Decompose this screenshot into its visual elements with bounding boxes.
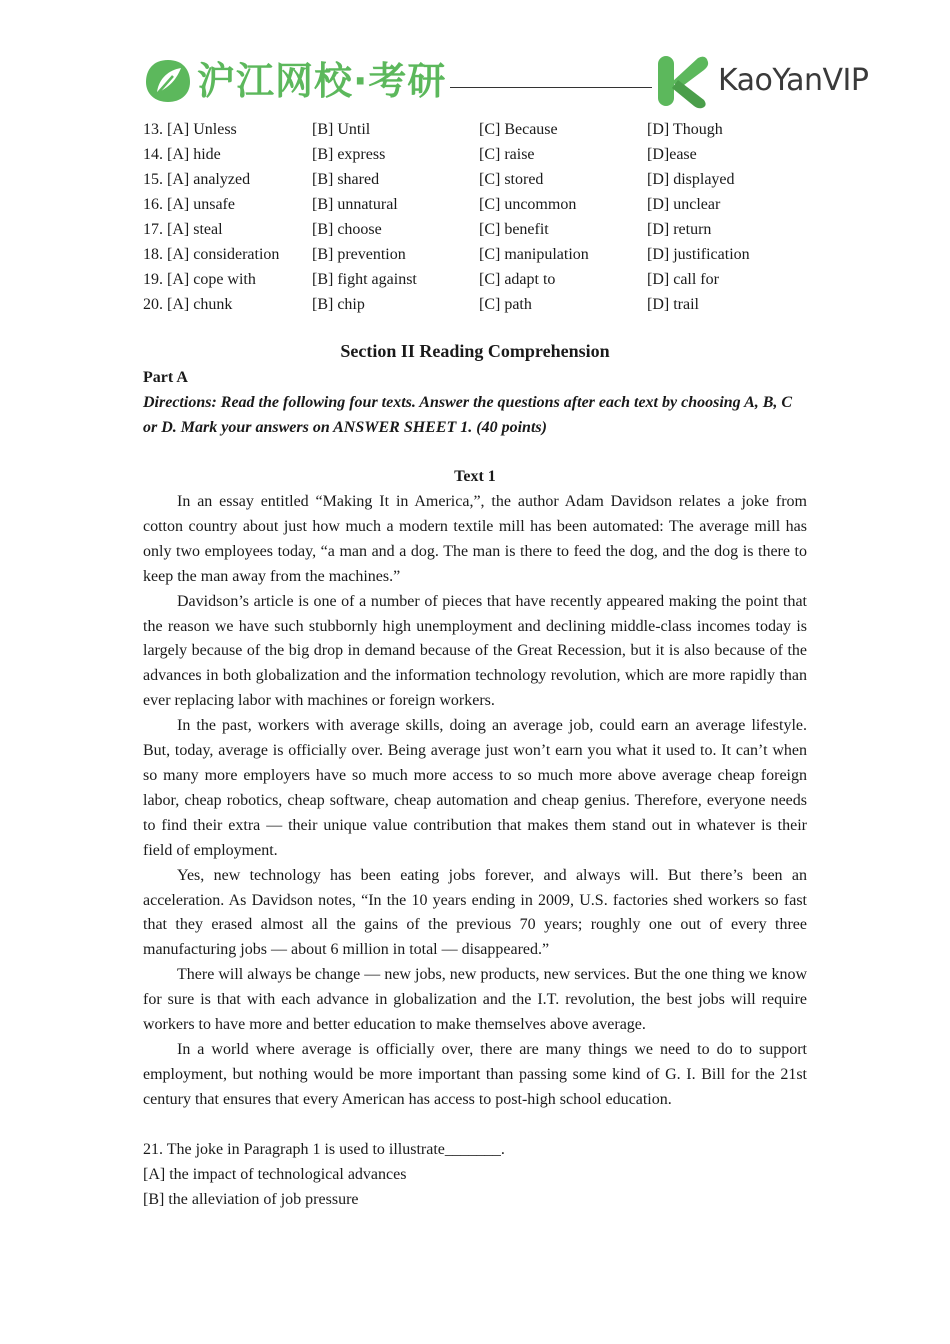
hujiang-logo (143, 54, 450, 108)
option-row-19 (143, 267, 843, 292)
option-row-16 (143, 192, 843, 217)
option-cell: [B] unnatural (312, 196, 398, 213)
option-cell: [B] Until (312, 121, 371, 138)
option-cell: [C] path (479, 296, 532, 313)
section-title: Section II Reading Comprehension (340, 341, 610, 361)
paragraph-3: In the past, workers with average skills, doing an average job, could earn an average lifestyle. But, today, average is officially over. Being average just won’t earn you what it used to. It can’t when so many more employers have so much more access to so much more above average cheap foreign labor, cheap robotics, cheap software, cheap automation and cheap genius. Therefore, everyone needs to find their extra — their unique value contribution that makes them stand out in whatever is their field of employment. (143, 717, 807, 859)
paragraph-5: There will always be change — new jobs, new products, new services. But the one thing we know for sure is that with each advance in globalization and the I.T. revolution, the best jobs will require workers to have more and better education to make themselves above average. (143, 966, 807, 1034)
option-cell: [D] return (647, 221, 712, 238)
paragraph-4: Yes, new technology has been eating jobs forever, and always will. But there’s been an acceleration. As Davidson notes, “In the 10 years ending in 2009, U.S. factories shed workers so fast that they erased almost all the gains of the previous 70 years; roughly one out of every three manufacturing jobs — about 6 million in total — disappeared.” (143, 866, 807, 959)
question-option-b: [B] the alleviation of job pressure (143, 1191, 359, 1208)
option-cell: 13. [A] Unless (143, 121, 237, 138)
kaoyanvip-logo (652, 52, 868, 110)
option-cell: [B] chip (312, 296, 365, 313)
option-cell: 19. [A] cope with (143, 271, 256, 288)
option-cell: [C] adapt to (479, 271, 556, 288)
option-cell: [C] stored (479, 171, 544, 188)
text-title: Text 1 (454, 468, 496, 485)
option-cell: 15. [A] analyzed (143, 171, 251, 188)
option-cell: [D]ease (647, 146, 697, 163)
paragraph-2: Davidson’s article is one of a number of pieces that have recently appeared making the point that the reason we have such stubbornly high unemployment and declining middle-class incomes today is largely because of the big drop in demand because of the Great Recession, but it is also because of the advances in both globalization and the information technology revolution, which are more rapidly than ever replacing labor with machines or foreign workers. (143, 592, 807, 710)
question-stem: 21. The joke in Paragraph 1 is used to illustrate_______. (143, 1141, 505, 1158)
option-cell: [B] shared (312, 171, 380, 188)
option-cell: 17. [A] steal (143, 221, 223, 238)
option-cell: [D] unclear (647, 196, 721, 213)
option-cell: [D] call for (647, 271, 719, 288)
option-cell: [C] benefit (479, 221, 549, 238)
part-title: Part A (143, 369, 188, 386)
question-21 (143, 1137, 807, 1212)
option-cell: [D] justification (647, 246, 750, 263)
options-table (143, 117, 843, 317)
directions: Directions: Read the following four texts. Answer the questions after each text by choosing A, B, C or D. Mark your answers on ANSWER SHEET 1. (40 points) (143, 394, 793, 436)
option-cell: [C] Because (479, 121, 558, 138)
kaoyanvip-logo-text: KaoYanVIP (718, 63, 869, 98)
option-cell: [D] trail (647, 296, 699, 313)
option-cell: [C] manipulation (479, 246, 589, 263)
option-cell: 18. [A] consideration (143, 246, 280, 263)
option-cell: 16. [A] unsafe (143, 196, 235, 213)
paragraph-1: In an essay entitled “Making It in America,”, the author Adam Davidson relates a joke from cotton country about just how much a modern textile mill has been automated: The average mill has only two employees today, “a man and a dog. The man is there to feed the dog, and the dog is there to keep the man away from the machines.” (143, 493, 807, 585)
option-cell: [B] choose (312, 221, 382, 238)
option-cell: [B] fight against (312, 271, 417, 288)
option-cell: [B] express (312, 146, 386, 163)
option-cell: [B] prevention (312, 246, 406, 263)
option-row-18 (143, 242, 843, 267)
paragraph-6: In a world where average is officially over, there are many things we need to do to support employment, but nothing would be more important than passing some kind of G. I. Bill for the 21st century that ensures that every American has access to post-high school education. (143, 1040, 807, 1108)
option-cell: [D] displayed (647, 171, 735, 188)
option-cell: [C] raise (479, 146, 535, 163)
option-row-15 (143, 167, 843, 192)
option-row-20 (143, 292, 843, 317)
passage-text-1 (143, 490, 807, 1113)
option-row-13 (143, 117, 843, 142)
page-header (0, 0, 950, 118)
option-cell: 14. [A] hide (143, 146, 221, 163)
k-icon (654, 52, 712, 110)
option-cell: 20. [A] chunk (143, 296, 233, 313)
question-option-a: [A] the impact of technological advances (143, 1166, 407, 1183)
hujiang-logo-text: 沪江网校·考研 (197, 59, 447, 103)
option-row-14 (143, 142, 843, 167)
option-row-17 (143, 217, 843, 242)
option-cell: [C] uncommon (479, 196, 577, 213)
option-cell: [D] Though (647, 121, 723, 138)
leaf-icon (143, 56, 193, 106)
